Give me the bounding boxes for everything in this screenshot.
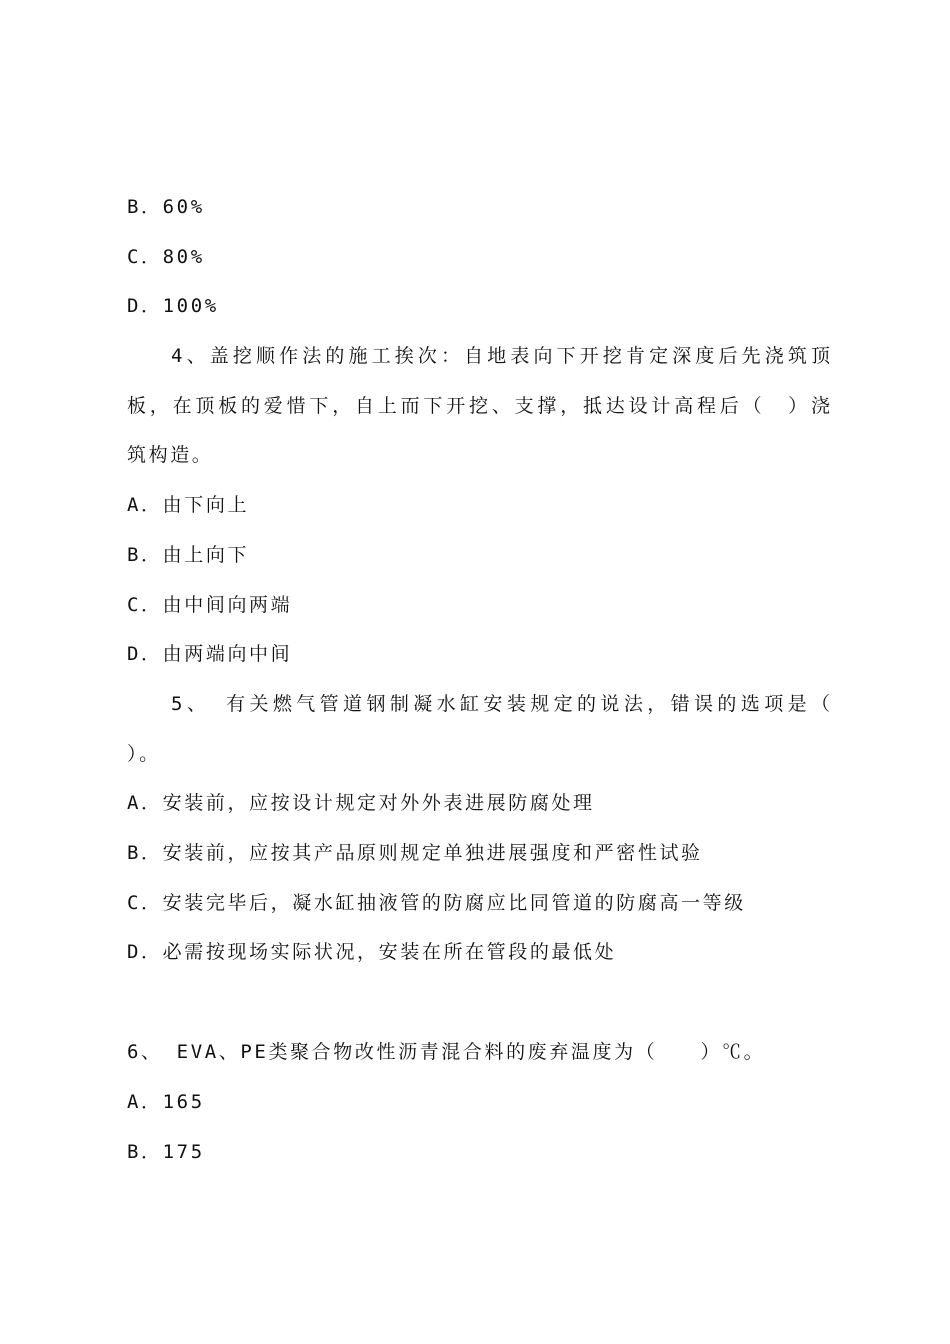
q5-stem-line-1: 5、 有关燃气管道钢制凝水缸安装规定的说法，错误的选项是（ [171,693,830,715]
q4-option-b: B．由上向下 [127,544,250,566]
q5-option-a: A．安装前，应按设计规定对外外表进展防腐处理 [127,792,595,814]
q4-stem-line-1: 4、盖挖顺作法的施工挨次：自地表向下开挖肯定深度后先浇筑顶 [171,345,830,367]
q4-option-c: C．由中间向两端 [127,594,293,616]
q5-option-b: B．安装前，应按其产品原则规定单独进展强度和严密性试验 [127,842,703,864]
q5-stem-line-2: ）。 [127,743,161,765]
q4-option-a: A．由下向上 [127,494,250,516]
q6-option-a: A．165 [127,1091,205,1113]
q3-option-d: D．100% [127,295,219,317]
q4-option-d: D．由两端向中间 [127,643,293,665]
q5-option-d: D．必需按现场实际状况，安装在所在管段的最低处 [127,941,617,963]
q3-option-c: C．80% [127,246,205,268]
q5-option-c: C．安装完毕后，凝水缸抽液管的防腐应比同管道的防腐高一等级 [127,892,746,914]
q3-option-b: B．60% [127,196,205,218]
q6-stem: 6、 EVA、PE类聚合物改性沥青混合料的废弃温度为（ ）℃。 [127,1041,766,1063]
q6-option-b: B．175 [127,1141,205,1163]
q4-stem-line-3: 筑构造。 [127,444,214,466]
q4-stem-line-2: 板，在顶板的爱惜下，自上而下开挖、支撑，抵达设计高程后（ ）浇 [127,395,830,417]
